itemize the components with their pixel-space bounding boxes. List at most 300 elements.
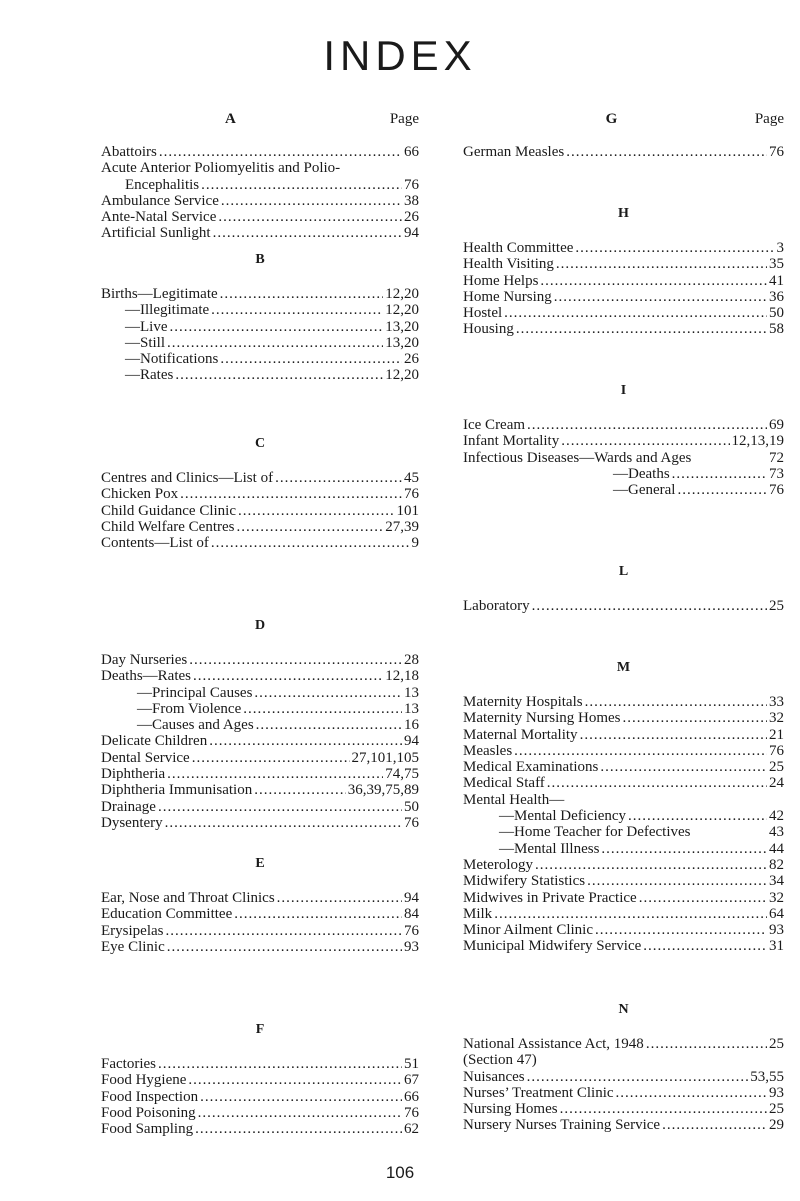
entry-page: 26: [404, 209, 419, 226]
index-entry: [463, 144, 784, 160]
entry-label: Artificial Sunlight: [101, 225, 211, 242]
dot-leader: [254, 782, 346, 798]
index-entry: [101, 890, 419, 906]
entry-page: 13,20: [385, 334, 419, 351]
entry-page: 12,20: [385, 302, 419, 319]
entry-label: Medical Staff: [463, 775, 545, 792]
dot-leader: [662, 1117, 767, 1133]
entry-page: 76: [404, 814, 419, 831]
entry-page: 27,39: [385, 518, 419, 535]
entry-label: Municipal Midwifery Service: [463, 938, 642, 955]
dot-leader: [535, 857, 767, 873]
entry-label: Day Nurseries: [101, 652, 188, 668]
entry-label: Diphtheria: [101, 766, 166, 783]
index-entry: [101, 367, 419, 383]
index-entry: [101, 652, 419, 668]
dot-leader: [556, 256, 767, 272]
index-entry: [101, 319, 419, 335]
index-section-m: [463, 660, 784, 955]
entry-label: Encephalitis: [125, 176, 200, 193]
entry-label: —Home Teacher for Defectives: [499, 824, 691, 841]
entry-page: 38: [404, 192, 419, 209]
entry-page: 93: [769, 1084, 784, 1101]
entry-label: —Principal Causes: [137, 684, 253, 701]
entry-page: 64: [769, 905, 784, 922]
section-letter-c: C: [254, 436, 266, 451]
index-entry: [101, 351, 419, 367]
index-entry: [463, 938, 784, 954]
entry-page: 66: [404, 144, 419, 160]
index-entry: [463, 792, 784, 808]
entry-page: 32: [769, 889, 784, 906]
index-entry: [463, 482, 784, 498]
index-section-a: [101, 144, 419, 242]
dot-leader: [195, 1121, 402, 1137]
entry-label: Chicken Pox: [101, 486, 179, 503]
index-entry: [463, 598, 784, 614]
section-letter-i: I: [620, 383, 627, 398]
dot-leader: [554, 289, 767, 305]
index-entry: [101, 486, 419, 502]
entry-page: 76: [404, 176, 419, 193]
entry-page: 12,20: [385, 367, 419, 384]
index-section-e: [101, 856, 419, 955]
section-letter-f: F: [255, 1022, 265, 1037]
index-entry: [101, 685, 419, 701]
entry-page: 62: [404, 1121, 419, 1138]
dot-leader: [643, 938, 767, 954]
index-entry: [463, 1101, 784, 1117]
dot-leader: [504, 305, 767, 321]
index-entry: [101, 923, 419, 939]
dot-leader: [211, 535, 410, 551]
entry-label: Education Committee: [101, 906, 233, 923]
entry-page: 16: [404, 717, 419, 734]
index-entry: [101, 1072, 419, 1088]
index-entry: [101, 1089, 419, 1105]
entry-label: Home Helps: [463, 272, 539, 289]
index-entry: [463, 433, 784, 449]
dot-leader: [192, 750, 350, 766]
dot-leader: [622, 710, 767, 726]
entry-label: Nuisances: [463, 1068, 525, 1085]
dot-leader: [277, 890, 402, 906]
entry-label: Deaths—Rates: [101, 668, 191, 685]
entry-page: 32: [769, 710, 784, 727]
entry-label: —Mental Illness: [499, 840, 600, 857]
entry-label: Food Hygiene: [101, 1072, 187, 1089]
index-entry: [101, 470, 419, 486]
dot-leader: [527, 417, 767, 433]
entry-page: 50: [769, 305, 784, 322]
dot-leader: [494, 906, 767, 922]
index-entry: [101, 750, 419, 766]
entry-label: Erysipelas: [101, 922, 164, 939]
index-section-l: [463, 564, 784, 614]
entry-page: 12,13,19: [731, 433, 784, 450]
index-entry: [463, 305, 784, 321]
dot-leader: [275, 470, 402, 486]
entry-page: 36: [769, 288, 784, 305]
index-entry: [463, 321, 784, 337]
index-entry: [463, 727, 784, 743]
entry-label: —Mental Deficiency: [499, 808, 627, 825]
index-entry: [101, 717, 419, 733]
entry-label: Meterology: [463, 856, 533, 873]
index-entry: [101, 1121, 419, 1137]
entry-label: Nurses’ Treatment Clinic: [463, 1084, 614, 1101]
entry-page: 41: [769, 272, 784, 289]
entry-label: (Section 47): [463, 1052, 537, 1069]
entry-label: Food Inspection: [101, 1088, 199, 1105]
entry-label: Maternity Hospitals: [463, 694, 583, 710]
dot-leader: [218, 209, 402, 225]
dot-leader: [540, 273, 767, 289]
entry-page: 13: [404, 684, 419, 701]
index-section-b: [101, 252, 419, 384]
index-entry: [463, 759, 784, 775]
entry-page: 76: [404, 486, 419, 503]
entry-label: Midwifery Statistics: [463, 873, 586, 890]
dot-leader: [167, 335, 383, 351]
dot-leader: [165, 923, 402, 939]
entry-page: 84: [404, 906, 419, 923]
section-letter-e: E: [255, 856, 265, 871]
section-letter-m: M: [616, 660, 631, 675]
entry-label: Food Sampling: [101, 1121, 194, 1138]
entry-page: 28: [404, 652, 419, 668]
dot-leader: [256, 717, 402, 733]
index-entry: [101, 286, 419, 302]
index-entry: [463, 808, 784, 824]
entry-label: German Measles: [463, 144, 565, 160]
index-entry: [463, 417, 784, 433]
section-letter-a: A: [225, 111, 236, 127]
index-entry: [101, 701, 419, 717]
entry-page: 66: [404, 1088, 419, 1105]
entry-label: Milk: [463, 905, 493, 922]
entry-page: 93: [769, 922, 784, 939]
dot-leader: [211, 302, 383, 318]
entry-label: —Still: [125, 334, 166, 351]
entry-label: Nursery Nurses Training Service: [463, 1117, 661, 1134]
entry-page: 31: [769, 938, 784, 955]
entry-page: 34: [769, 873, 784, 890]
entry-page: 13: [404, 700, 419, 717]
entry-label: Diphtheria Immunisation: [101, 782, 253, 799]
dot-leader: [677, 482, 767, 498]
dot-leader: [575, 240, 774, 256]
entry-page: 72: [769, 449, 784, 466]
entry-label: Medical Examinations: [463, 759, 599, 776]
entry-page: 33: [769, 694, 784, 710]
index-entry: [101, 209, 419, 225]
entry-label: —Live: [125, 318, 168, 335]
entry-label: Delicate Children: [101, 733, 208, 750]
dot-leader: [547, 775, 767, 791]
entry-label: Measles: [463, 742, 513, 759]
index-entry: [463, 1117, 784, 1133]
entry-page: 94: [404, 225, 419, 242]
entry-label: —Illegitimate: [125, 302, 210, 319]
entry-page: 25: [769, 598, 784, 614]
entry-label: Ear, Nose and Throat Clinics: [101, 890, 275, 906]
index-entry: [101, 799, 419, 815]
index-entry: [101, 1105, 419, 1121]
entry-label: Child Guidance Clinic: [101, 502, 236, 519]
entry-page: 58: [769, 321, 784, 338]
entry-label: Infectious Diseases—Wards and Ages: [463, 449, 692, 466]
index-section-g: [463, 144, 784, 160]
index-entry: [463, 922, 784, 938]
entry-label: Eye Clinic: [101, 938, 165, 955]
entry-label: Factories: [101, 1056, 156, 1072]
entry-label: National Assistance Act, 1948: [463, 1036, 644, 1052]
index-entry: [463, 1052, 784, 1068]
index-entry: [101, 225, 419, 241]
entry-page: 12,18: [385, 668, 419, 685]
entry-label: Infant Mortality: [463, 433, 560, 450]
index-entry: [101, 939, 419, 955]
entry-page: 25: [769, 1101, 784, 1118]
entry-page: 13,20: [385, 318, 419, 335]
entry-label: Centres and Clinics—List of: [101, 470, 274, 486]
dot-leader: [167, 766, 383, 782]
index-section-i: [463, 383, 784, 498]
entry-label: Ante-Natal Service: [101, 209, 217, 226]
index-section-h: [463, 206, 784, 338]
entry-label: Contents—List of: [101, 535, 209, 552]
dot-leader: [560, 1101, 767, 1117]
index-entry: [463, 743, 784, 759]
entry-page: 53,55: [750, 1068, 784, 1085]
dot-leader: [221, 193, 402, 209]
entry-label: Housing: [463, 321, 514, 338]
dot-leader: [595, 922, 767, 938]
index-entry: [463, 873, 784, 889]
index-entry: [101, 1056, 419, 1072]
entry-label: —Causes and Ages: [137, 717, 254, 734]
entry-label: Child Welfare Centres: [101, 518, 235, 535]
index-entry: [463, 240, 784, 256]
entry-label: Midwives in Private Practice: [463, 889, 637, 906]
index-entry: [463, 273, 784, 289]
dot-leader: [220, 286, 384, 302]
dot-leader: [580, 727, 767, 743]
dot-leader: [527, 1069, 749, 1085]
index-entry: [463, 256, 784, 272]
dot-leader: [165, 815, 402, 831]
index-entry: [463, 694, 784, 710]
entry-page: 44: [769, 840, 784, 857]
dot-leader: [672, 466, 767, 482]
dot-leader: [238, 503, 395, 519]
dot-leader: [170, 319, 384, 335]
entry-page: 26: [404, 351, 419, 368]
dot-leader: [175, 367, 383, 383]
entry-label: —From Violence: [137, 700, 242, 717]
index-section-n: [463, 1002, 784, 1134]
dot-leader: [254, 685, 402, 701]
dot-leader: [243, 701, 402, 717]
entry-page: 35: [769, 256, 784, 273]
entry-page: 101: [396, 502, 419, 519]
entry-page: 76: [404, 1104, 419, 1121]
entry-page: 25: [769, 759, 784, 776]
index-entry: [101, 519, 419, 535]
entry-page: 27,101,105: [351, 749, 419, 766]
dot-leader: [587, 873, 767, 889]
index-entry: [101, 815, 419, 831]
entry-label: Home Nursing: [463, 288, 552, 305]
dot-leader: [601, 841, 767, 857]
entry-page: 76: [769, 482, 784, 499]
dot-leader: [193, 668, 383, 684]
dot-leader: [628, 808, 767, 824]
index-entry: [463, 466, 784, 482]
entry-label: Dysentery: [101, 814, 163, 831]
page-title: INDEX: [323, 32, 477, 79]
entry-label: Laboratory: [463, 598, 530, 614]
dot-leader: [234, 906, 402, 922]
entry-page: 50: [404, 798, 419, 815]
dot-leader: [532, 598, 767, 614]
dot-leader: [159, 144, 402, 160]
entry-page: 76: [769, 742, 784, 759]
entry-label: —Rates: [125, 367, 174, 384]
entry-page: 42: [769, 808, 784, 825]
entry-page: 94: [404, 733, 419, 750]
entry-page: 69: [769, 417, 784, 433]
dot-leader: [158, 799, 402, 815]
entry-label: Hostel: [463, 305, 503, 322]
entry-page: 67: [404, 1072, 419, 1089]
entry-label: Dental Service: [101, 749, 190, 766]
entry-label: Minor Ailment Clinic: [463, 922, 593, 939]
entry-page: 51: [404, 1056, 419, 1072]
index-entry: [463, 1069, 784, 1085]
index-section-f: [101, 1022, 419, 1137]
index-entry: [101, 177, 419, 193]
entry-page: 24: [769, 775, 784, 792]
dot-leader: [566, 144, 767, 160]
dot-leader: [600, 759, 767, 775]
index-section-d: [101, 618, 419, 831]
index-entry: [463, 450, 784, 466]
entry-page: 3: [776, 240, 784, 256]
section-letter-b: B: [255, 252, 265, 267]
section-letter-n: N: [618, 1002, 629, 1017]
section-letter-d: D: [254, 618, 266, 633]
index-entry: [463, 857, 784, 873]
index-entry: [101, 193, 419, 209]
dot-leader: [200, 1089, 402, 1105]
dot-leader: [189, 652, 402, 668]
entry-page: 21: [769, 726, 784, 743]
section-letter-l: L: [618, 564, 629, 579]
index-entry: [463, 710, 784, 726]
dot-leader: [201, 177, 402, 193]
dot-leader: [585, 694, 767, 710]
index-entry: [101, 766, 419, 782]
dot-leader: [220, 351, 402, 367]
section-letter-g: G: [605, 111, 618, 127]
entry-page: 45: [404, 470, 419, 486]
index-entry: [101, 335, 419, 351]
entry-label: Drainage: [101, 798, 156, 815]
index-entry: [463, 775, 784, 791]
entry-page: 73: [769, 465, 784, 482]
index-entry: [101, 668, 419, 684]
dot-leader: [639, 890, 767, 906]
dot-leader: [213, 225, 402, 241]
entry-page: 9: [411, 535, 419, 552]
index-entry: [463, 906, 784, 922]
entry-label: Maternity Nursing Homes: [463, 710, 621, 727]
entry-label: Maternal Mortality: [463, 726, 578, 743]
entry-label: —Notifications: [125, 351, 219, 368]
page-number: 106: [385, 1163, 415, 1182]
index-section-c: [101, 436, 419, 551]
index-entry: [101, 535, 419, 551]
index-entry: [463, 841, 784, 857]
index-entry: [101, 144, 419, 160]
entry-label: —General: [613, 482, 676, 499]
dot-leader: [167, 939, 402, 955]
index-entry: [101, 782, 419, 798]
index-entry: [101, 302, 419, 318]
entry-page: 43: [769, 824, 784, 841]
entry-page: 82: [769, 856, 784, 873]
entry-label: Nursing Homes: [463, 1101, 558, 1118]
entry-label: Births—Legitimate: [101, 286, 218, 302]
entry-page: 36,39,75,89: [347, 782, 419, 799]
index-entry: [463, 890, 784, 906]
index-entry: [101, 733, 419, 749]
entry-page: 94: [404, 890, 419, 906]
section-letter-h: H: [618, 206, 629, 221]
dot-leader: [180, 486, 402, 502]
page-column-header-right: Page: [754, 111, 784, 127]
entry-page: 76: [404, 922, 419, 939]
index-entry: [463, 824, 784, 840]
dot-leader: [198, 1105, 402, 1121]
dot-leader: [561, 433, 729, 449]
entry-label: Health Visiting: [463, 256, 554, 273]
entry-page: 76: [769, 144, 784, 160]
dot-leader: [209, 733, 402, 749]
dot-leader: [516, 321, 767, 337]
entry-page: 12,20: [385, 286, 419, 302]
index-entry: [101, 503, 419, 519]
entry-page: 29: [769, 1117, 784, 1134]
index-entry: [463, 1036, 784, 1052]
entry-label: Acute Anterior Poliomyelitis and Polio-: [101, 160, 341, 177]
entry-page: 25: [769, 1036, 784, 1052]
dot-leader: [158, 1056, 402, 1072]
dot-leader: [646, 1036, 767, 1052]
entry-label: Food Poisoning: [101, 1104, 196, 1121]
dot-leader: [616, 1085, 767, 1101]
index-entry: [463, 1085, 784, 1101]
entry-label: —Deaths: [613, 465, 670, 482]
entry-label: Health Committee: [463, 240, 574, 256]
dot-leader: [188, 1072, 402, 1088]
index-entry: [463, 289, 784, 305]
entry-label: Abattoirs: [101, 144, 157, 160]
entry-label: Ice Cream: [463, 417, 526, 433]
entry-page: 74,75: [385, 766, 419, 783]
